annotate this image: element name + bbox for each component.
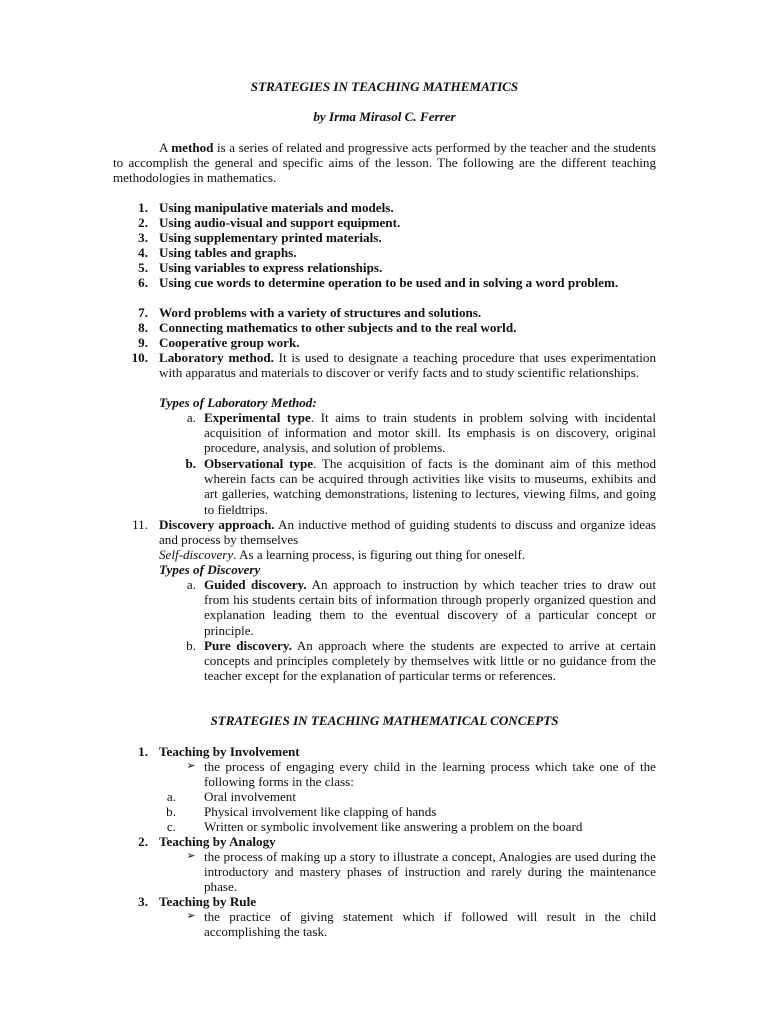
self-discovery-term: Self-discovery (159, 547, 234, 562)
involvement-form: Written or symbolic involvement like answering a problem on the board (204, 819, 583, 834)
method-item: Using supplementary printed materials. (159, 230, 382, 245)
list-marker: a. (186, 410, 196, 425)
list-marker: a. (166, 789, 176, 804)
document-byline: by Irma Mirasol C. Ferrer (313, 109, 456, 124)
arrow-bullet-icon: ➢ (186, 760, 196, 772)
self-discovery-text: . As a learning process, is figuring out thing for oneself. (233, 547, 526, 562)
laboratory-method-text: It is used to designate a teaching procedure that uses experimentation with apparatus and materials to discover or verify facts and to study scientific relationships. (159, 350, 656, 381)
strategy-heading: Teaching by Analogy (159, 834, 276, 849)
method-item: Using tables and graphs. (159, 245, 297, 260)
arrow-bullet-icon: ➢ (186, 910, 196, 922)
method-item: Using cue words to determine operation to be used and in solving a word problem. (159, 275, 619, 290)
document-title: STRATEGIES IN TEACHING MATHEMATICS (250, 79, 519, 94)
self-discovery (159, 547, 656, 562)
pure-discovery-heading: Pure discovery. (204, 638, 292, 653)
list-marker: a. (186, 577, 196, 592)
guided-discovery (204, 577, 656, 638)
observational-type (204, 456, 656, 517)
method-number: 6. (138, 275, 148, 290)
discovery-approach-heading: Discovery approach. (159, 517, 275, 532)
method-number: 4. (138, 245, 148, 260)
discovery-approach-text: An inductive method of guiding students to discuss and organize ideas and process by themselves (159, 517, 656, 548)
method-item: Using variables to express relationships. (159, 260, 383, 275)
section-title: STRATEGIES IN TEACHING MATHEMATICAL CONCEPTS (210, 713, 559, 728)
list-marker: b. (185, 456, 196, 471)
strategy-heading: Teaching by Rule (159, 894, 257, 909)
pure-discovery-text: An approach where the students are expected to arrive at certain concepts and principles completely by themselves witk little or no guidance from the teacher except for the explanation of particular terms or references. (204, 638, 656, 684)
laboratory-types-heading: Types of Laboratory Method: (159, 395, 317, 410)
observational-type-text: . The acquisition of facts is the dominant aim of this method wherein facts can be acquired through activities like visits to museums, exhibits and art galleries, watching demonstrations, listening to lectures, viewing films, and going to fieldtrips. (204, 456, 656, 517)
strategy-number: 2. (138, 834, 148, 849)
method-item: Word problems with a variety of structures and solutions. (159, 305, 482, 320)
method-number: 11. (132, 517, 148, 532)
intro-paragraph (113, 140, 656, 186)
laboratory-method (159, 350, 656, 380)
method-number: 9. (138, 335, 148, 350)
method-number: 1. (138, 200, 148, 215)
involvement-form: Oral involvement (204, 789, 296, 804)
list-marker: b. (186, 638, 196, 653)
guided-discovery-text: An approach to instruction by which teacher tries to draw out from his students certain bits of information through properly organized question and explanation leading them to the eventual discovery of a particular concept or principle. (204, 577, 656, 638)
arrow-bullet-icon: ➢ (186, 850, 196, 862)
strategy-heading: Teaching by Involvement (159, 744, 300, 759)
strategy-number: 1. (138, 744, 148, 759)
discovery-types-heading: Types of Discovery (159, 562, 261, 577)
method-number: 5. (138, 260, 148, 275)
strategy-description: the process of engaging every child in the learning process which take one of the following forms in the class: (204, 759, 656, 790)
method-number: 7. (138, 305, 148, 320)
list-marker: b. (166, 804, 176, 819)
method-number: 3. (138, 230, 148, 245)
method-number: 8. (138, 320, 148, 335)
intro-term: method (171, 140, 214, 155)
method-item: Cooperative group work. (159, 335, 300, 350)
observational-type-heading: Observational type (204, 456, 314, 471)
pure-discovery (204, 638, 656, 684)
intro-lead: A (159, 140, 172, 155)
intro-rest: is a series of related and progressive acts performed by the teacher and the students to accomplish the general and specific aims of the lesson. The following are the different teaching methodologies in mathematics. (113, 140, 656, 186)
involvement-form: Physical involvement like clapping of hands (204, 804, 437, 819)
list-marker: c. (166, 819, 176, 834)
experimental-type-text: . It aims to train students in problem solving with incidental acquisition of information and motor skill. Its emphasis is on discovery, original procedure, analysis, and solution of problems. (204, 410, 656, 456)
method-item: Connecting mathematics to other subjects and to the real world. (159, 320, 517, 335)
method-item: Using manipulative materials and models. (159, 200, 394, 215)
experimental-type (204, 410, 656, 456)
strategy-description: the process of making up a story to illustrate a concept, Analogies are used during the introductory and mastery phases of instruction and rarely during the maintenance phase. (204, 849, 656, 895)
laboratory-method-heading: Laboratory method. (159, 350, 274, 365)
guided-discovery-heading: Guided discovery. (204, 577, 307, 592)
discovery-approach (159, 517, 656, 547)
method-number: 10. (131, 350, 148, 365)
method-number: 2. (138, 215, 148, 230)
strategy-description: the practice of giving statement which if followed will result in the child accomplishing the task. (204, 909, 656, 940)
method-item: Using audio-visual and support equipment. (159, 215, 401, 230)
strategy-number: 3. (138, 894, 148, 909)
experimental-type-heading: Experimental type (204, 410, 311, 425)
